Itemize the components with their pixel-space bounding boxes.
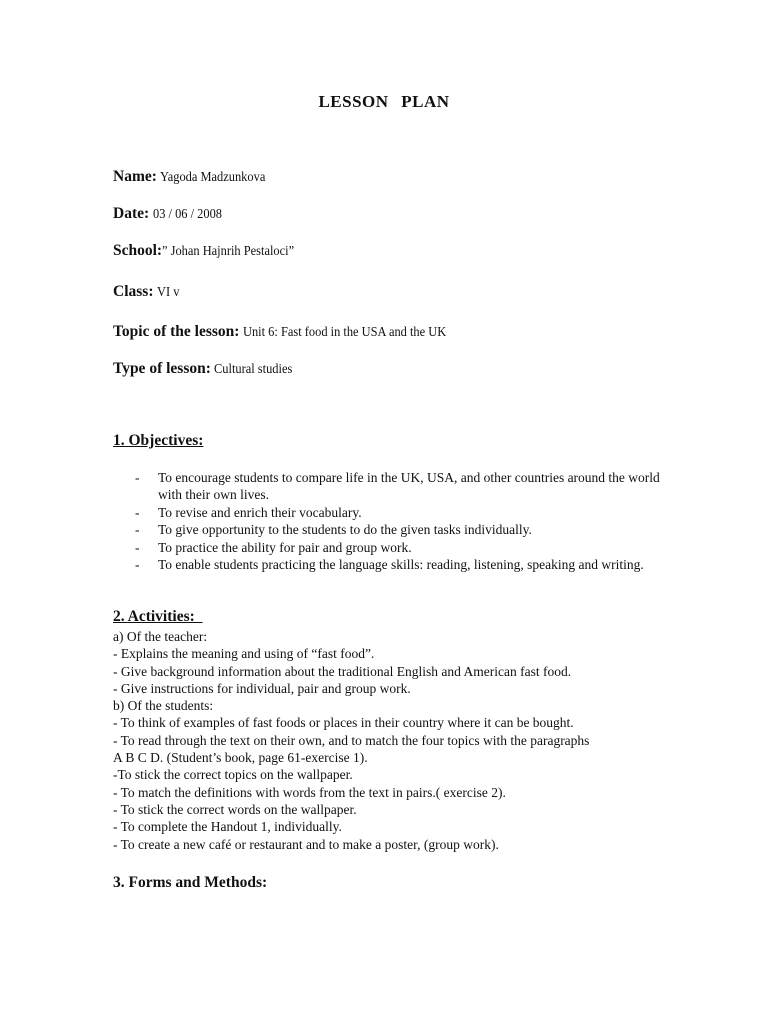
activity-line: A B C D. (Student’s book, page 61-exercise 1).	[113, 750, 368, 766]
class-label: Class:	[113, 283, 154, 300]
forms-methods-heading: 3. Forms and Methods:	[113, 874, 268, 891]
name-label: Name:	[113, 168, 157, 185]
activity-line: b) Of the students:	[113, 698, 214, 714]
dash-bullet: -	[135, 522, 140, 538]
school-field	[113, 242, 306, 260]
activity-line: - To match the definitions with words from the text in pairs.( exercise 2).	[113, 784, 506, 800]
list-item	[135, 469, 665, 504]
dash-bullet: -	[135, 470, 140, 485]
list-item	[135, 539, 665, 556]
lesson-type-field	[113, 360, 300, 378]
class-field	[113, 283, 181, 301]
objective-text: To encourage students to compare life in the UK, USA, and other countries around the world with their own lives.	[158, 470, 660, 503]
date-field	[113, 205, 228, 223]
date-value: 03 / 06 / 2008	[152, 206, 222, 221]
school-value: ” Johan Hajnrih Pestaloci”	[162, 243, 295, 258]
activity-line: - To read through the text on their own, and to match the four topics with the paragraphs	[113, 732, 590, 748]
activity-line: - Give instructions for individual, pair and group work.	[113, 680, 411, 696]
lesson-type-label: Type of lesson:	[113, 360, 211, 377]
lesson-type-value: Cultural studies	[214, 361, 293, 376]
activities-body	[113, 628, 683, 853]
activity-line: - Explains the meaning and using of “fast food”.	[113, 646, 375, 662]
activity-line: - To stick the correct words on the wallpaper.	[113, 801, 357, 817]
objectives-heading: 1. Objectives:	[113, 432, 204, 449]
list-item	[135, 556, 665, 573]
name-field	[113, 168, 275, 186]
topic-field	[113, 323, 464, 341]
date-label: Date:	[113, 205, 150, 222]
activities-heading: 2. Activities:	[113, 608, 203, 625]
activity-line: a) Of the teacher:	[113, 629, 208, 644]
name-value: Yagoda Madzunkova	[160, 169, 266, 184]
activity-line: - Give background information about the traditional English and American fast food.	[113, 663, 572, 679]
activity-line: -To stick the correct topics on the wallpaper.	[113, 767, 353, 783]
topic-value: Unit 6: Fast food in the USA and the UK	[242, 324, 447, 339]
topic-label: Topic of the lesson:	[113, 323, 240, 340]
school-label: School:	[113, 242, 163, 259]
dash-bullet: -	[135, 504, 140, 520]
objective-text: To revise and enrich their vocabulary.	[158, 504, 362, 520]
list-item	[135, 521, 665, 538]
objective-text: To enable students practicing the language skills: reading, listening, speaking and writing.	[158, 557, 644, 573]
objective-text: To practice the ability for pair and group work.	[158, 539, 412, 555]
dash-bullet: -	[135, 539, 140, 555]
activity-line: - To create a new café or restaurant and to make a poster, (group work).	[113, 836, 499, 852]
class-value: VI v	[156, 284, 180, 299]
dash-bullet: -	[135, 557, 140, 573]
activity-line: - To think of examples of fast foods or places in their country where it can be bought.	[113, 715, 574, 731]
objectives-list	[135, 469, 665, 573]
document-title: LESSON PLAN	[318, 92, 450, 111]
list-item	[135, 504, 665, 521]
activity-line: - To complete the Handout 1, individually.	[113, 819, 342, 835]
objective-text: To give opportunity to the students to do the given tasks individually.	[158, 522, 532, 538]
